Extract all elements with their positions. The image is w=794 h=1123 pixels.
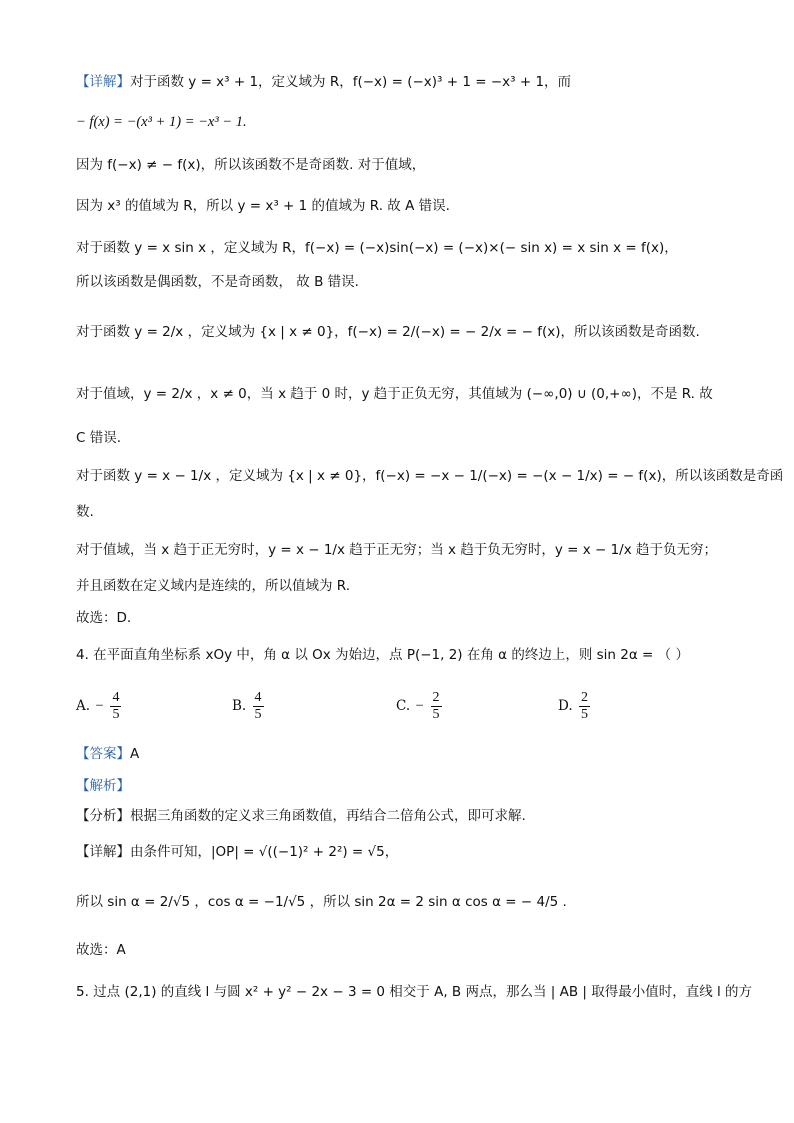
option-fraction — [579, 690, 590, 723]
detail-text: 由条件可知，|OP| = √((−1)² + 2²) = √5， — [130, 844, 399, 860]
option-label: B. — [232, 698, 247, 714]
line-text: 对于函数 y = 2/x ，定义域为 {x | x ≠ 0}，f(−x) = 2/(−x) = − 2/x = − f(x)，所以该函数是奇函数. — [76, 324, 700, 340]
sin-line — [76, 892, 734, 912]
text-line-2 — [76, 112, 734, 132]
q5-text: 5. 过点 (2,1) 的直线 l 与圆 x² + y² − 2x − 3 = 0 相交于 A, B 两点，那么当 | AB | 取得最小值时，直线 l 的方 — [76, 984, 753, 1000]
choose-text: 故选：A — [76, 942, 126, 958]
line-text: 对于值域，y = 2/x ，x ≠ 0，当 x 趋于 0 时，y 趋于正负无穷，其值域为 (−∞,0) ∪ (0,+∞)，不是 R. 故 — [76, 386, 713, 402]
text-line-14 — [76, 608, 734, 628]
numerator: 2 — [432, 690, 440, 705]
text-line-4 — [76, 196, 734, 216]
numerator: 2 — [580, 690, 588, 705]
option-fraction — [253, 690, 264, 723]
denominator: 5 — [432, 707, 440, 722]
option-c[interactable] — [396, 690, 444, 723]
text-line-10 — [76, 466, 784, 486]
option-fraction — [110, 690, 121, 723]
text-line-12 — [76, 540, 734, 560]
question-5 — [76, 982, 753, 1002]
question-4 — [76, 645, 734, 665]
line-text: 4. 在平面直角坐标系 xOy 中，角 α 以 Ox 为始边，点 P(−1, 2) 在角 α 的终边上，则 sin 2α = （ ） — [76, 647, 689, 663]
answer-line — [76, 744, 734, 764]
denominator: 5 — [112, 707, 120, 722]
denominator: 5 — [580, 707, 588, 722]
text-line-1 — [76, 72, 734, 92]
fenxi-tag: 【分析】 — [76, 808, 130, 824]
line-text: 因为 x³ 的值域为 R，所以 y = x³ + 1 的值域为 R. 故 A 错误. — [76, 198, 450, 214]
text-line-9 — [76, 428, 734, 448]
option-a[interactable] — [76, 690, 123, 723]
fenxi-text: 根据三角函数的定义求三角函数值，再结合二倍角公式，即可求解. — [130, 808, 526, 824]
text-line-6 — [76, 272, 734, 292]
text-line-7 — [76, 322, 734, 342]
line-text: 数. — [76, 504, 94, 520]
option-label: A. — [76, 698, 91, 714]
text-line-5 — [76, 238, 734, 258]
text-line-8 — [76, 384, 734, 404]
answer-tag: 【答案】 — [76, 746, 130, 762]
text-line-13 — [76, 576, 734, 596]
numerator: 4 — [254, 690, 262, 705]
line-text: 因为 f(−x) ≠ − f(x)，所以该函数不是奇函数. 对于值域， — [76, 157, 426, 173]
option-d[interactable] — [558, 690, 592, 723]
numerator: 4 — [112, 690, 120, 705]
line-text: 对于函数 y = x³ + 1，定义域为 R，f(−x) = (−x)³ + 1 = −x³ + 1，而 — [130, 74, 572, 90]
line-text: 故选：D. — [76, 610, 132, 626]
detail-tag: 【详解】 — [76, 74, 130, 90]
line-text: − f(x) = −(x³ + 1) = −x³ − 1. — [76, 114, 247, 130]
text-line-3 — [76, 155, 734, 175]
sin-text: 所以 sin α = 2/√5 ，cos α = −1/√5 ，所以 sin 2α = 2 sin α cos α = − 4/5 . — [76, 894, 567, 910]
option-fraction — [431, 690, 442, 723]
option-label: D. — [558, 698, 573, 714]
line-text: C 错误. — [76, 430, 122, 446]
line-text: 并且函数在定义域内是连续的，所以值域为 R. — [76, 578, 350, 594]
fenxi-line — [76, 806, 734, 826]
analysis-tag: 【解析】 — [76, 778, 130, 794]
text-line-11 — [76, 502, 734, 522]
option-sign: − — [94, 698, 105, 714]
line-text: 所以该函数是偶函数，不是奇函数， 故 B 错误. — [76, 274, 359, 290]
answer-value: A — [130, 746, 140, 762]
option-b[interactable] — [232, 690, 266, 723]
detail-line-2 — [76, 842, 734, 862]
option-sign: − — [414, 698, 425, 714]
line-text: 对于函数 y = x sin x ，定义域为 R，f(−x) = (−x)sin(−x) = (−x)×(− sin x) = x sin x = f(x)， — [76, 240, 678, 256]
option-label: C. — [396, 698, 411, 714]
line-text: 对于函数 y = x − 1/x ，定义域为 {x | x ≠ 0}，f(−x) = −x − 1/(−x) = −(x − 1/x) = − f(x)，所以该函数是奇函 — [76, 468, 784, 484]
denominator: 5 — [254, 707, 262, 722]
detail-tag: 【详解】 — [76, 844, 130, 860]
analysis-line — [76, 776, 734, 796]
choose-line — [76, 940, 734, 960]
line-text: 对于值域，当 x 趋于正无穷时，y = x − 1/x 趋于正无穷；当 x 趋于负无穷时，y = x − 1/x 趋于负无穷； — [76, 542, 718, 558]
